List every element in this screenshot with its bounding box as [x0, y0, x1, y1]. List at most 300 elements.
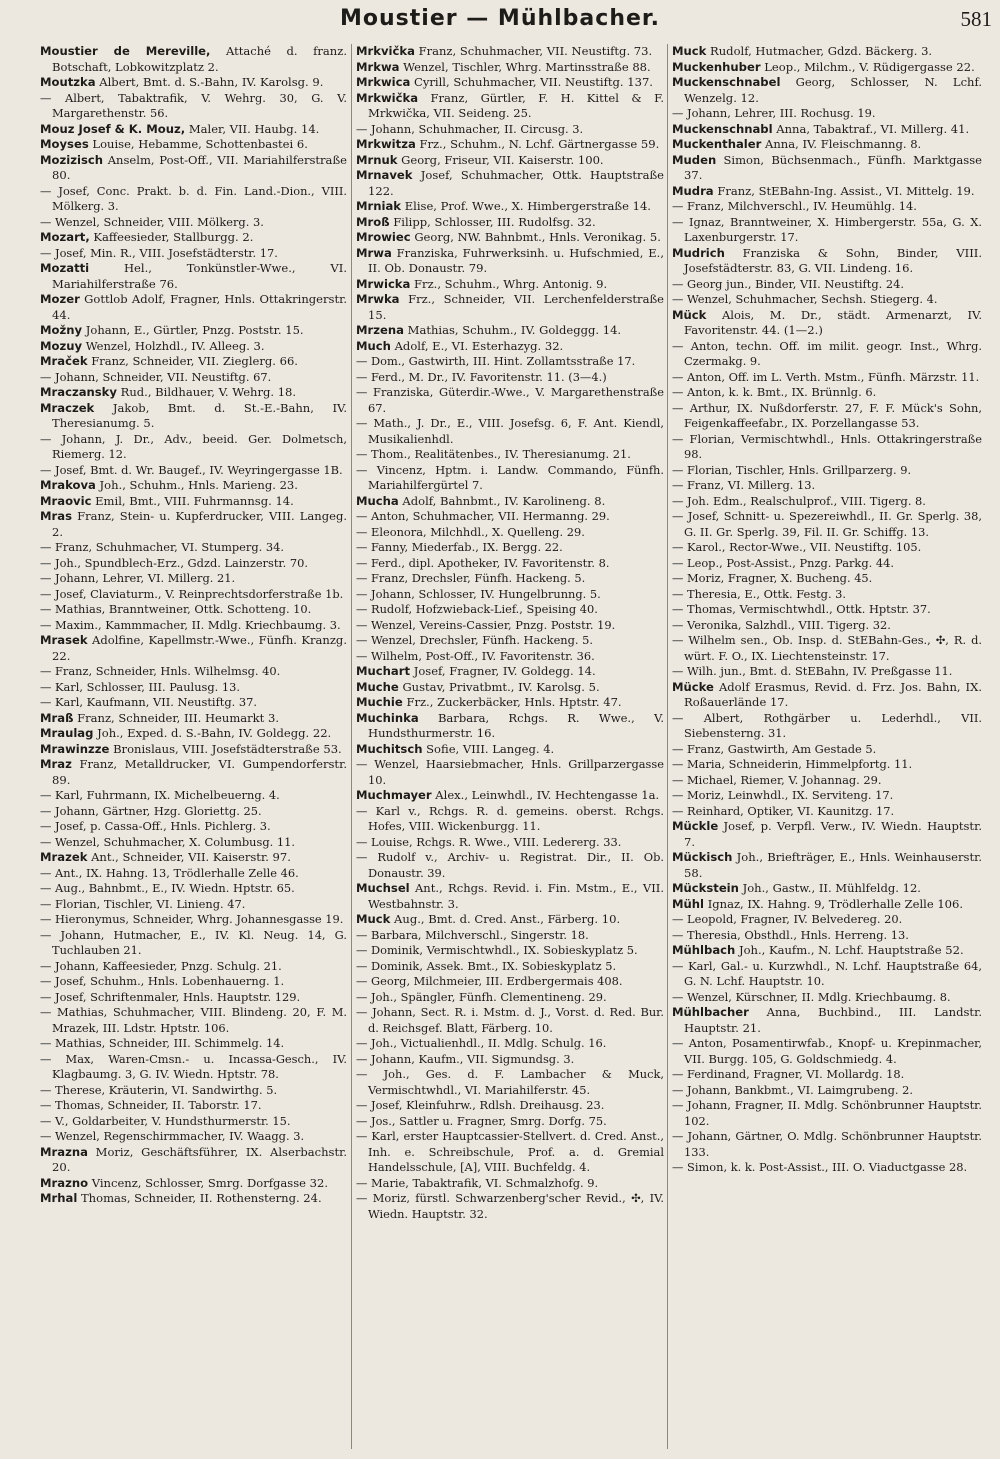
directory-entry [40, 618, 347, 634]
entry-details: — Franziska, Güterdir.-Wwe., V. Margarethenstraße 67. [356, 385, 664, 415]
directory-entry [672, 928, 982, 944]
directory-entry [40, 292, 347, 323]
entry-surname: Mücke [672, 679, 714, 694]
directory-entry [40, 819, 347, 835]
entry-details: — Wenzel, Drechsler, Fünfh. Hackeng. 5. [356, 633, 594, 647]
entry-details: — Karl, Schlosser, III. Paulusg. 13. [40, 679, 241, 694]
directory-entry [356, 664, 664, 680]
entry-details: — Anton, k. k. Bmt., IX. Brünnlg. 6. [672, 385, 877, 399]
entry-details: Joh., Schuhm., Hnls. Marieng. 23. [99, 478, 298, 492]
entry-details: — Mathias, Schuhmacher, VIII. Blindeng. 20, F. M. Mrazek, III. Ldstr. Hptstr. 106. [40, 1005, 347, 1035]
directory-entry [672, 1129, 982, 1160]
entry-details: — Ferdinand, Fragner, VI. Mollardg. 18. [672, 1067, 905, 1081]
entry-details: — Maxim., Kammmacher, II. Mdlg. Kriechbaumg. 3. [40, 617, 341, 632]
directory-entry [672, 757, 982, 773]
entry-details: Adolfine, Kapellmstr.-Wwe., Fünfh. Kranzg. 22. [52, 633, 347, 663]
entry-surname: Moyses [40, 137, 89, 151]
directory-entry [356, 1114, 664, 1130]
directory-entry [40, 1191, 347, 1207]
entry-details: — Karl v., Rchgs. R. d. gemeins. oberst. Rchgs. Hofes, VIII. Wickenburgg. 11. [356, 803, 664, 833]
entry-details: — Karl, Gal.- u. Kurzwhdl., N. Lchf. Hauptstraße 64, G. N. Lchf. Hauptstr. 10. [672, 958, 982, 988]
entry-details: Franz, Schneider, VII. Zieglerg. 66. [91, 354, 298, 368]
entry-details: Simon, Büchsenmach., Fünfh. Marktgasse 37. [684, 152, 982, 182]
entry-details: Gottlob Adolf, Fragner, Hnls. Ottakringerstr. 44. [52, 292, 347, 322]
entry-details: — Dominik, Assek. Bmt., IX. Sobieskyplatz 5. [356, 958, 617, 973]
directory-entry [40, 990, 347, 1006]
entry-details: Adolf, E., VI. Esterhazyg. 32. [394, 338, 564, 353]
directory-entry [672, 618, 982, 634]
directory-entry [356, 633, 664, 649]
entry-details: Adolf, Bahnbmt., IV. Karolineng. 8. [402, 493, 606, 508]
entry-details: Rud., Bildhauer, V. Wehrg. 18. [120, 385, 297, 399]
directory-entry [40, 339, 347, 355]
directory-entry [40, 602, 347, 618]
entry-surname: Muckenthaler [672, 137, 762, 151]
entry-details: — Dom., Gastwirth, III. Hint. Zollamtsstraße 17. [356, 354, 636, 368]
entry-details: Louise, Hebamme, Schottenbastei 6. [92, 137, 308, 151]
entry-details: — Karl, Kaufmann, VII. Neustiftg. 37. [40, 695, 258, 709]
directory-entry [356, 447, 664, 463]
directory-entry [40, 478, 347, 494]
entry-details: Vincenz, Schlosser, Smrg. Dorfgasse 32. [91, 1175, 328, 1190]
entry-details: Joh., Kaufm., N. Lchf. Hauptstraße 52. [738, 943, 964, 957]
entry-surname: Mrniak [356, 199, 402, 213]
entry-details: — Vincenz, Hptm. i. Landw. Commando, Fünfh. Mariahilfergürtel 7. [356, 462, 664, 492]
entry-surname: Mrwicka [356, 276, 411, 291]
directory-entry [40, 633, 347, 664]
directory-entry [672, 509, 982, 540]
directory-entry [672, 633, 982, 664]
directory-entry [356, 928, 664, 944]
entry-details: — Wenzel, Vereins-Cassier, Pnzg. Poststr. 19. [356, 617, 616, 632]
directory-entry [672, 1067, 982, 1083]
entry-surname: Mras [40, 509, 72, 523]
entry-details: — Mathias, Branntweiner, Ottk. Schotteng. 10. [40, 602, 312, 616]
entry-details: — Math., J. Dr., E., VIII. Josefsg. 6, F. Ant. Kiendl, Musikalienhdl. [356, 416, 664, 446]
entry-surname: Mühlbacher [672, 1005, 749, 1019]
entry-details: Mathias, Schuhm., IV. Goldeggg. 14. [407, 323, 622, 337]
directory-entry [356, 370, 664, 386]
entry-details: — Anton, Posamentirwfab., Knopf- u. Krepinmacher, VII. Burgg. 105, G. Goldschmiedg. 4. [672, 1036, 982, 1066]
entry-surname: Mückstein [672, 881, 739, 895]
entry-surname: Mrasek [40, 633, 88, 647]
entry-details: — Johann, Gärtner, O. Mdlg. Schönbrunner Hauptstr. 133. [672, 1129, 982, 1159]
entry-surname: Mozatti [40, 261, 90, 275]
directory-entry [672, 571, 982, 587]
entry-details: — Simon, k. k. Post-Assist., III. O. Viaductgasse 28. [672, 1160, 968, 1174]
directory-entry [40, 432, 347, 463]
column-right [672, 44, 982, 1454]
directory-entry [356, 788, 664, 804]
directory-entry [672, 122, 982, 138]
entry-details: — Johann, J. Dr., Adv., beeid. Ger. Dolmetsch, Riemerg. 12. [40, 431, 347, 461]
entry-details: — Johann, Schuhmacher, II. Circusg. 3. [356, 121, 584, 136]
entry-details: — Josef, Bmt. d. Wr. Baugef., IV. Weyringergasse 1B. [40, 462, 343, 477]
directory-entry [356, 1005, 664, 1036]
directory-entry [40, 370, 347, 386]
entry-details: — Therese, Kräuterin, VI. Sandwirthg. 5. [40, 1082, 278, 1097]
directory-entry [672, 850, 982, 881]
directory-entry [40, 91, 347, 122]
entry-surname: Mrakova [40, 478, 96, 492]
directory-entry [672, 1160, 982, 1176]
directory-entry [356, 943, 664, 959]
directory-entry [40, 44, 347, 75]
directory-entry [356, 1036, 664, 1052]
entry-details: Franz, Stein- u. Kupferdrucker, VIII. Langeg. 2. [52, 509, 347, 539]
entry-details: Anna, IV. Fleischmanng. 8. [765, 137, 922, 151]
directory-entry [40, 385, 347, 401]
directory-entry [356, 509, 664, 525]
directory-entry [356, 695, 664, 711]
directory-entry [356, 618, 664, 634]
entry-surname: Mrzena [356, 323, 404, 337]
entry-surname: Muck [356, 912, 391, 926]
directory-entry [356, 556, 664, 572]
entry-details: — Johann, Kaufm., VII. Sigmundsg. 3. [356, 1051, 575, 1066]
entry-details: Franz, StEBahn-Ing. Assist., VI. Mittelg. 19. [717, 183, 975, 198]
entry-details: — Jos., Sattler u. Fragner, Smrg. Dorfg. 75. [356, 1113, 607, 1128]
entry-details: Johann, E., Gürtler, Pnzg. Poststr. 15. [85, 323, 304, 337]
entry-surname: Mucha [356, 493, 399, 508]
entry-details: Albert, Bmt. d. S.-Bahn, IV. Karolsg. 9. [99, 75, 324, 89]
directory-entry [356, 44, 664, 60]
directory-entry [40, 850, 347, 866]
directory-entry [40, 540, 347, 556]
entry-details: Josef, p. Verpfl. Verw., IV. Wiedn. Hauptstr. 7. [684, 819, 982, 849]
entry-details: Filipp, Schlosser, III. Rudolfsg. 32. [393, 214, 596, 229]
entry-details: Emil, Bmt., VIII. Fuhrmannsg. 14. [95, 493, 294, 508]
entry-details: — Franz, Gastwirth, Am Gestade 5. [672, 741, 877, 756]
entry-surname: Mudrich [672, 245, 725, 260]
directory-entry [356, 339, 664, 355]
directory-entry [672, 680, 982, 711]
directory-entry [672, 184, 982, 200]
entry-surname: Moutzka [40, 75, 96, 89]
entry-details: — V., Goldarbeiter, V. Hundsthurmerstr. 15. [40, 1113, 291, 1128]
entry-surname: Mrowiec [356, 230, 411, 244]
entry-surname: Mouz Josef & K. Mouz, [40, 121, 186, 136]
entry-details: — Fanny, Miederfab., IX. Bergg. 22. [356, 540, 563, 554]
directory-entry [356, 680, 664, 696]
directory-entry [40, 323, 347, 339]
directory-entry [356, 1098, 664, 1114]
entry-details: Joh., Gastw., II. Mühlfeldg. 12. [742, 881, 921, 895]
directory-entry [672, 370, 982, 386]
directory-entry [356, 711, 664, 742]
entry-details: Frz., Schuhm., Whrg. Antonig. 9. [414, 276, 608, 291]
entry-details: — Joh., Spängler, Fünfh. Clementineng. 29. [356, 989, 607, 1004]
directory-entry [356, 959, 664, 975]
entry-details: — Wilhelm sen., Ob. Insp. d. StEBahn-Ges., ✣, R. d. würt. F. O., IX. Liechtensteinstr. 17. [672, 633, 982, 663]
directory-entry [356, 277, 664, 293]
entry-details: — Johann, Sect. R. i. Mstm. d. J., Vorst. d. Red. Bur. d. Reichsgef. Blatt, Färberg. 10. [356, 1005, 664, 1035]
directory-entry [40, 788, 347, 804]
directory-entry [356, 494, 664, 510]
entry-details: Georg, Friseur, VII. Kaiserstr. 100. [401, 152, 604, 167]
entry-details: — Johann, Bankbmt., VI. Laimgrubeng. 2. [672, 1082, 914, 1097]
entry-surname: Muckenschnabel [672, 75, 781, 89]
entry-surname: Mückisch [672, 850, 733, 864]
entry-details: — Florian, Vermischtwhdl., Hnls. Ottakringerstraße 98. [672, 431, 982, 461]
directory-entry [672, 1098, 982, 1129]
directory-entry [356, 587, 664, 603]
directory-entry [356, 1052, 664, 1068]
entry-surname: Mrazek [40, 850, 88, 864]
entry-details: — Wenzel, Schuhmacher, X. Columbusg. 11. [40, 834, 295, 849]
entry-details: — Wenzel, Schuhmacher, Sechsh. Stiegerg. 4. [672, 292, 938, 306]
entry-details: Hel., Tonkünstler-Wwe., VI. Mariahilferstraße 76. [52, 261, 347, 291]
directory-entry [40, 215, 347, 231]
directory-entry [356, 742, 664, 758]
entry-details: — Johann, Gärtner, Hzg. Gloriettg. 25. [40, 803, 262, 818]
directory-entry [356, 1176, 664, 1192]
directory-entry [40, 587, 347, 603]
directory-entry [672, 432, 982, 463]
directory-entry [672, 912, 982, 928]
entry-details: Maler, VII. Haubg. 14. [188, 121, 320, 136]
directory-entry [672, 943, 982, 959]
entry-details: — Johann, Schneider, VII. Neustiftg. 67. [40, 369, 272, 384]
directory-entry [672, 819, 982, 850]
entry-details: — Franz, Milchverschl., IV. Heumühlg. 14. [672, 199, 917, 213]
entry-details: — Maria, Schneiderin, Himmelpfortg. 11. [672, 757, 913, 771]
entry-details: Joh., Exped. d. S.-Bahn, IV. Goldegg. 22. [97, 726, 332, 740]
entry-surname: Mrkwička [356, 90, 419, 105]
entry-surname: Mrnuk [356, 152, 398, 167]
entry-details: Georg, NW. Bahnbmt., Hnls. Veronikag. 5. [414, 230, 661, 244]
directory-entry [672, 711, 982, 742]
entry-details: — Hieronymus, Schneider, Whrg. Johannesgasse 19. [40, 912, 344, 926]
directory-entry [40, 742, 347, 758]
entry-details: Ignaz, IX. Hahng. 9, Trödlerhalle Zelle 106. [707, 896, 964, 911]
directory-entry [672, 137, 982, 153]
entry-details: — Johann, Fragner, II. Mdlg. Schönbrunner Hauptstr. 102. [672, 1098, 982, 1128]
entry-details: — Josef, p. Cassa-Off., Hnls. Pichlerg. 3. [40, 819, 271, 833]
entry-surname: Mühlbach [672, 943, 736, 957]
entry-details: — Josef, Schuhm., Hnls. Lobenhauerng. 1. [40, 974, 285, 988]
entry-details: — Josef, Schnitt- u. Spezereiwhdl., II. Gr. Sperlg. 38, G. II. Gr. Sperlg. 39, Fil. II. Gr. Schiffg. 13. [672, 509, 982, 539]
directory-entry [356, 1129, 664, 1176]
entry-details: — Thomas, Vermischtwhdl., Ottk. Hptstr. 37. [672, 602, 931, 616]
entry-details: — Moriz, Fragner, X. Bucheng. 45. [672, 571, 873, 585]
directory-entry [40, 1098, 347, 1114]
directory-entry [672, 199, 982, 215]
entry-details: — Ferd., dipl. Apotheker, IV. Favoritenstr. 8. [356, 555, 610, 570]
directory-entry [40, 726, 347, 742]
directory-entry [40, 928, 347, 959]
entry-details: — Johann, Schlosser, IV. Hungelbrunng. 5. [356, 586, 601, 601]
entry-details: — Leopold, Fragner, IV. Belvedereg. 20. [672, 912, 903, 926]
directory-entry [672, 804, 982, 820]
directory-entry [356, 757, 664, 788]
directory-entry [672, 60, 982, 76]
entry-details: — Wenzel, Kürschner, II. Mdlg. Kriechbaumg. 8. [672, 989, 951, 1004]
entry-details: — Thomas, Schneider, II. Taborstr. 17. [40, 1098, 262, 1112]
entry-details: — Franz, Schneider, Hnls. Wilhelmsg. 40. [40, 664, 281, 678]
directory-entry [356, 1067, 664, 1098]
entry-details: Joh., Briefträger, E., Hnls. Weinhauserstr. 58. [684, 850, 982, 880]
directory-entry [672, 788, 982, 804]
entry-details: Franz, Gürtler, F. H. Kittel & F. Mrkwička, VII. Seideng. 25. [368, 90, 664, 120]
entry-details: Elise, Prof. Wwe., X. Himbergerstraße 14. [404, 199, 651, 213]
directory-entry [356, 323, 664, 339]
directory-entry [672, 664, 982, 680]
directory-entry [672, 153, 982, 184]
directory-entry [356, 835, 664, 851]
directory-entry [356, 463, 664, 494]
directory-entry [40, 230, 347, 246]
entry-details: — Josef, Min. R., VIII. Josefstädterstr. 17. [40, 245, 278, 260]
entry-details: — Franz, Schuhmacher, VI. Stumperg. 34. [40, 540, 285, 554]
entry-details: — Rudolf v., Archiv- u. Registrat. Dir., II. Ob. Donaustr. 39. [356, 850, 664, 880]
directory-entry [40, 897, 347, 913]
directory-entry [356, 602, 664, 618]
entry-surname: Muchmayer [356, 788, 432, 802]
entry-details: — Wenzel, Schneider, VIII. Mölkerg. 3. [40, 214, 264, 229]
entry-details: — Karl, erster Hauptcassier-Stellvert. d. Cred. Anst., Inh. e. Schreibschule, Prof. a. d. Gremial Handelsschule, [A], VIII. Buchfeldg. 4. [356, 1129, 664, 1174]
directory-entry [356, 246, 664, 277]
entry-details: — Ant., IX. Hahng. 13, Trödlerhalle Zelle 46. [40, 865, 299, 880]
entry-details: Cyrill, Schuhmacher, VII. Neustiftg. 137. [414, 75, 653, 89]
directory-entry [672, 401, 982, 432]
entry-surname: Mraz [40, 757, 72, 771]
directory-entry [672, 742, 982, 758]
entry-details: Gustav, Privatbmt., IV. Karolsg. 5. [402, 679, 600, 694]
directory-entry [40, 866, 347, 882]
entry-details: Frz., Schuhm., N. Lchf. Gärtnergasse 59. [419, 137, 660, 151]
entry-details: Franz, Schuhmacher, VII. Neustiftg. 73. [418, 44, 653, 58]
entry-surname: Muckenschnabl [672, 121, 773, 136]
entry-details: — Johann, Lehrer, VI. Millerg. 21. [40, 571, 236, 585]
directory-entry [356, 292, 664, 323]
entry-details: Ant., Rchgs. Revid. i. Fin. Mstm., E., VII. Westbahnstr. 3. [368, 881, 664, 911]
entry-details: — Josef, Kleinfuhrw., Rdlsh. Dreihausg. 23. [356, 1098, 605, 1112]
entry-details: — Anton, Off. im L. Verth. Mstm., Fünfh. Märzstr. 11. [672, 369, 980, 384]
entry-details: — Rudolf, Hofzwieback-Lief., Speising 40. [356, 602, 598, 616]
directory-entry [672, 1005, 982, 1036]
directory-entry [672, 385, 982, 401]
directory-entry [40, 494, 347, 510]
entry-surname: Muden [672, 152, 717, 167]
directory-entry [40, 804, 347, 820]
directory-entry [40, 664, 347, 680]
entry-details: — Ferd., M. Dr., IV. Favoritenstr. 11. (3—4.) [356, 369, 607, 384]
directory-entry [356, 416, 664, 447]
entry-details: Jakob, Bmt. d. St.-E.-Bahn, IV. Theresianumg. 5. [52, 400, 347, 430]
directory-entry [40, 757, 347, 788]
directory-entry [356, 354, 664, 370]
entry-details: — Georg, Milchmeier, III. Erdbergermais 408. [356, 974, 623, 988]
entry-details: — Karol., Rector-Wwe., VII. Neustiftg. 105. [672, 540, 922, 554]
entry-details: — Albert, Rothgärber u. Lederhdl., VII. Siebensterng. 31. [672, 710, 982, 740]
directory-entry [672, 556, 982, 572]
directory-entry [356, 881, 664, 912]
directory-entry [40, 680, 347, 696]
entry-details: — Franz, VI. Millerg. 13. [672, 478, 816, 492]
entry-details: — Arthur, IX. Nußdorferstr. 27, F. F. Mück's Sohn, Feigenkaffeefabr., IX. Porzellangasse 53. [672, 400, 982, 430]
directory-entry [40, 1176, 347, 1192]
entry-surname: Mraulag [40, 726, 94, 740]
directory-entry [672, 494, 982, 510]
entry-details: Wenzel, Tischler, Whrg. Martinsstraße 88. [403, 59, 651, 74]
directory-entry [672, 602, 982, 618]
entry-details: — Joh. Edm., Realschulprof., VIII. Tigerg. 8. [672, 493, 926, 508]
directory-entry [672, 75, 982, 106]
entry-surname: Mrnavek [356, 168, 413, 182]
entry-details: Franziska, Fuhrwerksinh. u. Hufschmied, E., II. Ob. Donaustr. 79. [368, 245, 664, 275]
entry-details: — Georg jun., Binder, VII. Neustiftg. 24. [672, 276, 904, 291]
entry-details: — Joh., Ges. d. F. Lambacher & Muck, Vermischtwhdl., VI. Mariahilferstr. 45. [356, 1067, 664, 1097]
directory-entry [356, 230, 664, 246]
directory-entry [356, 540, 664, 556]
entry-surname: Mraczansky [40, 385, 117, 399]
directory-entry [40, 1129, 347, 1145]
directory-entry [672, 897, 982, 913]
directory-entry [356, 1191, 664, 1222]
directory-entry [672, 292, 982, 308]
directory-entry [40, 354, 347, 370]
directory-entry [40, 974, 347, 990]
entry-surname: Mrazna [40, 1144, 88, 1159]
directory-entry [40, 463, 347, 479]
entry-details: — Anton, techn. Off. im milit. geogr. Inst., Whrg. Czermakg. 9. [672, 338, 982, 368]
directory-entry [40, 835, 347, 851]
entry-surname: Mozart, [40, 230, 90, 244]
entry-surname: Mrkwica [356, 75, 411, 89]
entry-details: — Theresia, Obsthdl., Hnls. Herreng. 13. [672, 927, 909, 942]
entry-details: Aug., Bmt. d. Cred. Anst., Färberg. 10. [394, 912, 621, 926]
entry-surname: Mrazno [40, 1175, 89, 1190]
entry-details: — Ignaz, Branntweiner, X. Himbergerstr. 55a, G. X. Laxenburgerstr. 17. [672, 214, 982, 244]
entry-details: — Wilhelm, Post-Off., IV. Favoritenstr. 36. [356, 648, 595, 663]
entry-details: Franziska & Sohn, Binder, VIII. Josefstädterstr. 83, G. VII. Lindeng. 16. [684, 245, 982, 275]
entry-details: — Veronika, Salzhdl., VIII. Tigerg. 32. [672, 617, 891, 632]
directory-entry [356, 199, 664, 215]
entry-details: — Moriz, fürstl. Schwarzenberg'scher Revid., ✣, IV. Wiedn. Hauptstr. 32. [356, 1191, 664, 1221]
entry-surname: Mozuy [40, 338, 83, 353]
directory-entry [40, 1052, 347, 1083]
entry-details: Bronislaus, VIII. Josefstädterstraße 53. [113, 741, 342, 756]
page-header [0, 4, 1000, 38]
directory-entry [672, 773, 982, 789]
directory-entry [40, 1083, 347, 1099]
entry-details: — Mathias, Schneider, III. Schimmelg. 14. [40, 1036, 285, 1050]
directory-entry [356, 990, 664, 1006]
entry-surname: Muchitsch [356, 741, 423, 756]
entry-surname: Mrhal [40, 1191, 78, 1205]
directory-entry [672, 246, 982, 277]
directory-entry [356, 850, 664, 881]
running-title: Moustier — Mühlbacher. [340, 6, 660, 31]
directory-entry [356, 60, 664, 76]
entry-details: — Joh., Spundblech-Erz., Gdzd. Lainzerstr. 70. [40, 555, 308, 570]
entry-details: Frz., Zuckerbäcker, Hnls. Hptstr. 47. [406, 695, 622, 709]
entry-details: — Eleonora, Milchhdl., X. Quelleng. 29. [356, 524, 585, 539]
directory-entry [356, 804, 664, 835]
entry-surname: Moustier de Mereville, [40, 44, 211, 58]
entry-surname: Muchinka [356, 710, 419, 725]
directory-entry [40, 695, 347, 711]
directory-entry [40, 261, 347, 292]
entry-details: — Florian, Tischler, VI. Linieng. 47. [40, 896, 246, 911]
entry-surname: Muchsel [356, 881, 410, 895]
directory-entry [356, 153, 664, 169]
entry-details: — Florian, Tischler, Hnls. Grillparzerg. 9. [672, 462, 912, 477]
entry-surname: Mück [672, 307, 707, 322]
entry-details: Attaché d. franz. Botschaft, Lobkowitzplatz 2. [52, 44, 347, 74]
entry-surname: Muckenhuber [672, 59, 761, 74]
